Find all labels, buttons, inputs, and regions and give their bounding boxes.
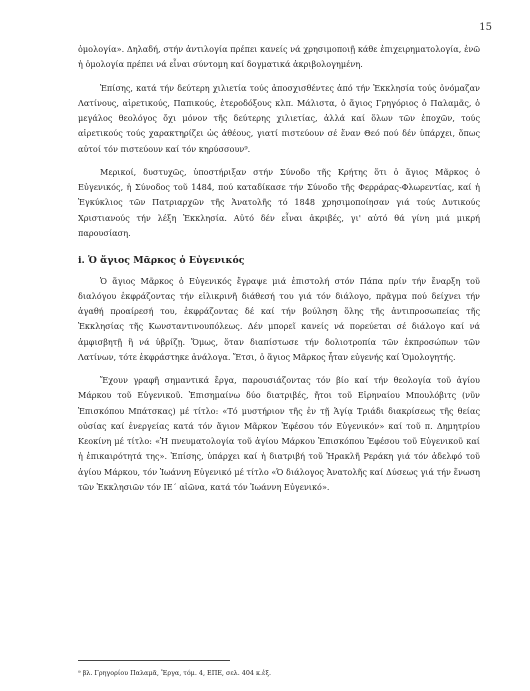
paragraph-saint-mark-works: Ἔχουν γραφῆ σημαντικά ἔργα, παρουσιάζοντας τόν βίο καί τήν θεολογία τοῦ ἁγίου Μάρκου τοῦ Εὐγενικοῦ. Ἐπισημαίνω δύο διατριβές, ἤτοι τοῦ Εἰρηναίου Μπουλόβιτς (νῦν Ἐπισκόπου Μπάτσκας) μέ τίτλο: «Τό μυστήριον τῆς ἐν τῇ Ἁγίᾳ Τριάδι διακρίσεως τῆς θείας οὐσίας καί ἐνεργείας κατά τόν ἅγιον Μᾶρκον Ἐφέσου τόν Εὐγενικόν» καί τοῦ π. Δημητρίου Κεοκίνη μέ τίτλο: «Ἡ πνευματολογία τοῦ ἁγίου Μάρκου Ἐπισκόπου Ἐφέσου τοῦ Εὐγενικοῦ καί ἡ ἐπικαιρότητά της». Ἐπίσης, ὑπάρχει καί ἡ διατριβή τοῦ Ἡρακλῆ Ρεράκη γιά τόν ἀδελφό τοῦ ἁγίου Μάρκου, τόν Ἰωάννη Εὐγενικό μέ τίτλο «Ὁ διάλογος Ἀνατολῆς καί Δύσεως γιά τήν ἕνωση τῶν Ἐκκλησιῶν τόν ΙΕ΄ αἰῶνα, κατά τόν Ἰωάννη Εὐγενικό». [78,375,480,492]
paragraph-continuation: ὁμολογία». Δηλαδή, στήν ἀντιλογία πρέπει κανείς νά χρησιμοποιῇ κάθε ἐπιχειρηματολογία, ἐνῶ ἡ ὁμολογία πρέπει νά εἶναι σύντομη καί δογματικά ἀκριβολογημένη. [78,44,480,70]
paragraph-saint-mark-letter: Ὁ ἅγιος Μᾶρκος ὁ Εὐγενικός ἔγραψε μιά ἐπιστολή στόν Πάπα πρίν τήν ἔναρξη τοῦ διαλόγου ἐκφράζοντας τήν εἰλικρινῆ διάθεσή του γιά τόν διάλογο, πρᾶγμα πού δείχνει τήν ἀγαθή προαίρεσή του, ἐκφράζοντας δέ καί τήν βούληση ὅλης τῆς ἀντιπροσωπείας τῆς Ἐκκλησίας τῆς Κωνσταντινουπόλεως. Δέν μπορεῖ κανείς νά πορεύεται σέ διάλογο καί νά ἀμφισβητῇ ἢ νά ὑβρίζῃ. Ὅμως, ὅταν διαπίστωσε τήν δολιοτροπία τῶν ἐκπροσώπων τῶν Λατίνων, τότε ἐκφράστηκε ἀνάλογα. Ἔτσι, ὁ ἅγιος Μᾶρκος ἦταν εὐγενής καί Ὁμολογητής. [78,275,480,362]
paragraph-heretics: Ἐπίσης, κατά τήν δεύτερη χιλιετία τούς ἀποσχισθέντες ἀπό τήν Ἐκκλησία τούς ὀνόμαζαν Λατίνους, αἱρετικούς, Παπικούς, ἑτεροδόξους κλπ. Μάλιστα, ὁ ἅγιος Γρηγόριος ὁ Παλαμᾶς, ὁ μεγάλος θεολόγος ὄχι μόνον τῆς δεύτερης χιλιετίας, ἀλλά καί ὅλων τῶν ἐποχῶν, τούς αἱρετικούς τούς χαρακτηρίζει ὡς ἀθέους, γιατί πιστεύουν σέ ἕναν Θεό πού δέν ὑπάρχει, ὅπως αὐτοί τόν πιστεύουν καί τόν κηρύσσουν⁹. [78,82,480,154]
paragraph-synod-crete: Μερικοί, δυστυχῶς, ὑποστήριξαν στήν Σύνοδο τῆς Κρήτης ὅτι ὁ ἅγιος Μᾶρκος ὁ Εὐγενικός, ἡ Σύνοδος τοῦ 1484, πού καταδίκασε τήν Σύνοδο τῆς Φερράρας-Φλωρεντίας, καί ἡ Ἐγκύκλιος τῶν Πατριαρχῶν τῆς Ἀνατολῆς τό 1848 χρησιμοποίησαν γιά τούς Δυτικούς Χριστιανούς τήν λέξη Ἐκκλησία. Αὐτό δέν εἶναι ἀκριβές, γι' αὐτό θά γίνη μιά μικρή παρουσίαση. [78,166,480,238]
footnote: ⁹ βλ. Γρηγορίου Παλαμᾶ, Ἔργα, τόμ. 4, ΕΠΕ, σελ. 404 κ.ἑξ. [78,669,272,677]
page-number: 15 [479,22,492,33]
footnote-divider [78,660,230,661]
section-heading: i. Ὁ ἅγιος Μᾶρκος ὁ Εὐγενικός [78,255,245,266]
body-text [78,42,480,503]
